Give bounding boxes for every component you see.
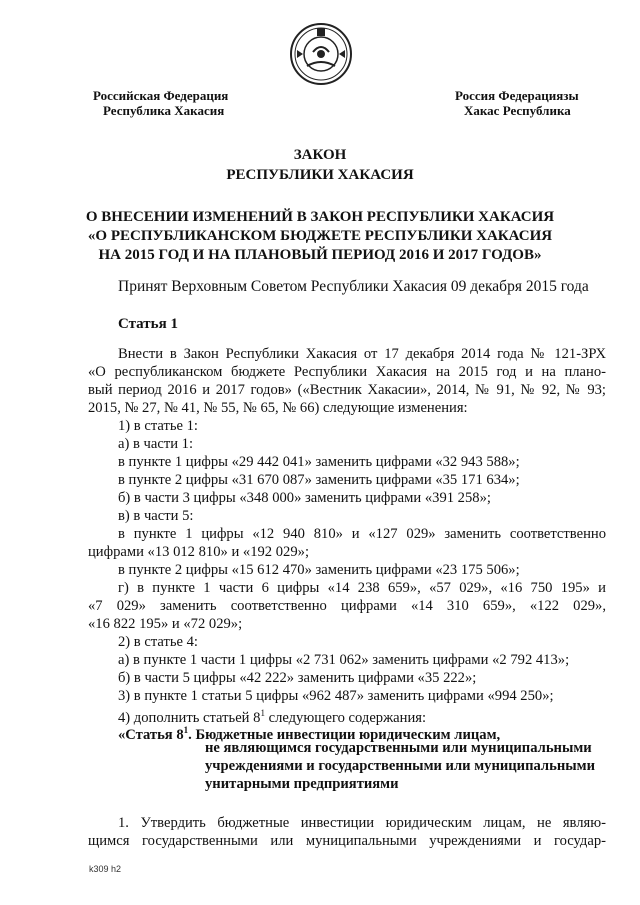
- footer-code: k309 h2: [89, 864, 122, 874]
- article8-heading-sup: 1: [183, 725, 189, 735]
- article8-heading-start: «Статья 8: [118, 726, 184, 743]
- article8-para1-line1: 1. Утвердить бюджетные инвестиции юридическим лицам, не являю-: [118, 815, 606, 831]
- coat-of-arms-emblem: [289, 22, 353, 86]
- header-right-line1: Россия Федерациязы: [455, 88, 579, 103]
- article8-heading-line2: не являющимся государственными или муниципальными: [205, 740, 592, 756]
- intro-line: вый период 2016 и 2017 годов» («Вестник Хакасии», 2014, № 91, № 92, № 93;: [88, 382, 606, 398]
- header-left-line1: Российская Федерация: [93, 88, 229, 103]
- list-item: в пункте 1 цифры «12 940 810» и «127 029» заменить соответственно: [118, 526, 606, 542]
- list-item: а) в части 1:: [118, 436, 194, 452]
- list-item: г) в пункте 1 части 6 цифры «14 238 659», «57 029», «16 750 195» и: [118, 580, 606, 596]
- intro-line: 2015, № 27, № 41, № 55, № 65, № 66) следующие изменения:: [88, 400, 468, 416]
- list-item: в пункте 1 цифры «29 442 041» заменить цифрами «32 943 588»;: [118, 454, 520, 470]
- intro-line: «О республиканском бюджете Республики Хакасия на 2015 год и на плано-: [88, 364, 606, 380]
- article1-heading: Статья 1: [118, 316, 178, 332]
- list-item: в) в части 5:: [118, 508, 194, 524]
- list-item: 3) в пункте 1 статьи 5 цифры «962 487» заменить цифрами «994 250»;: [118, 688, 554, 704]
- adopted-line: Принят Верховным Советом Республики Хакасия 09 декабря 2015 года: [118, 278, 589, 295]
- intro-line: Внести в Закон Республики Хакасия от 17 декабря 2014 года № 121-ЗРХ: [118, 346, 606, 362]
- subject-line1: О ВНЕСЕНИИ ИЗМЕНЕНИЙ В ЗАКОН РЕСПУБЛИКИ ХАКАСИЯ: [85, 209, 555, 225]
- subject-line3: НА 2015 ГОД И НА ПЛАНОВЫЙ ПЕРИОД 2016 И 2017 ГОДОВ»: [98, 247, 542, 263]
- header-left-line2: Республика Хакасия: [103, 103, 225, 118]
- list-item: б) в части 3 цифры «348 000» заменить цифрами «391 258»;: [118, 490, 491, 506]
- article8-heading-line4: унитарными предприятиями: [205, 776, 399, 792]
- list-item: в пункте 2 цифры «31 670 087» заменить цифрами «35 171 634»;: [118, 472, 520, 488]
- list-item: а) в пункте 1 части 1 цифры «2 731 062» заменить цифрами «2 792 413»;: [118, 652, 570, 668]
- list-item: в пункте 2 цифры «15 612 470» заменить цифрами «23 175 506»;: [118, 562, 520, 578]
- list-item: 2) в статье 4:: [118, 634, 198, 650]
- list-item: «7 029» заменить соответственно цифрами «14 310 659», «122 029»,: [88, 598, 606, 614]
- list-item: 1) в статье 1:: [118, 418, 198, 434]
- list-item: «16 822 195» и «72 029»;: [88, 616, 243, 632]
- subject-line2: «О РЕСПУБЛИКАНСКОМ БЮДЖЕТЕ РЕСПУБЛИКИ ХАКАСИЯ: [87, 228, 553, 244]
- law-title: ЗАКОН: [293, 147, 347, 163]
- item4-sup: 1: [260, 708, 265, 718]
- article8-heading-line3: учреждениями и государственными или муниципальными: [205, 758, 595, 774]
- item4-text: 4) дополнить статьей 8: [118, 709, 261, 726]
- article8-para1-line2: щимся государственными или муниципальными учреждениями и государ-: [88, 833, 606, 849]
- article8-heading-rest: . Бюджетные инвестиции юридическим лицам,: [188, 726, 501, 743]
- list-item: б) в части 5 цифры «42 222» заменить цифрами «35 222»;: [118, 670, 477, 686]
- item4-text-rest: следующего содержания:: [264, 709, 427, 726]
- list-item: цифрами «13 012 810» и «192 029»;: [88, 544, 309, 560]
- header-right-line2: Хакас Республика: [464, 103, 571, 118]
- law-title-republic: РЕСПУБЛИКИ ХАКАСИЯ: [226, 167, 414, 183]
